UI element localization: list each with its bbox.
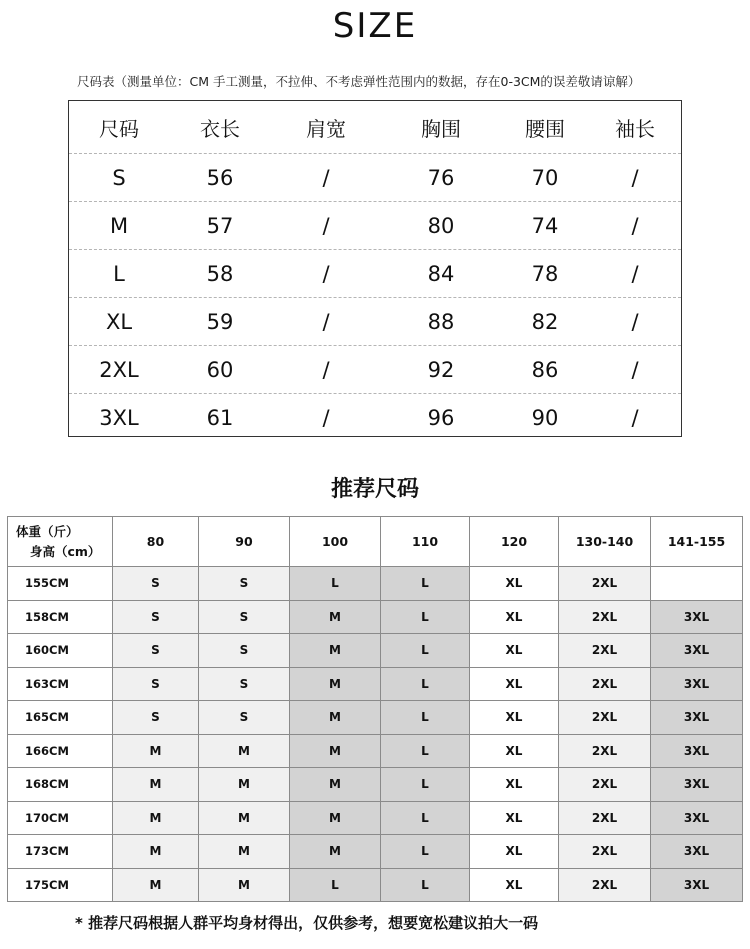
weight-axis-label: 体重（斤）	[16, 523, 79, 539]
size-recommendation-cell: L	[381, 567, 470, 601]
size-recommendation-cell: M	[199, 768, 290, 802]
size-recommendation-cell: XL	[470, 801, 559, 835]
header-cell: 肩宽	[306, 116, 346, 141]
size-recommendation-cell: XL	[470, 634, 559, 668]
size-table-cell: 3XL	[99, 406, 139, 430]
size-recommendation-cell: 2XL	[559, 868, 651, 902]
size-recommendation-cell: XL	[470, 868, 559, 902]
weight-header-cell: 130-140	[559, 517, 651, 567]
recommend-row	[8, 567, 743, 601]
recommend-row	[8, 768, 743, 802]
size-recommendation-cell: XL	[470, 600, 559, 634]
size-recommendation-cell: 2XL	[559, 801, 651, 835]
height-cell: 165CM	[8, 701, 113, 735]
size-table-cell: /	[322, 309, 330, 334]
size-recommendation-cell: 3XL	[651, 768, 743, 802]
size-recommendation-cell: 2XL	[559, 734, 651, 768]
header-cell: 衣长	[200, 116, 240, 141]
size-table-row	[69, 298, 681, 346]
size-recommendation-cell: S	[199, 567, 290, 601]
size-recommendation-cell: L	[381, 768, 470, 802]
size-recommendation-cell: XL	[470, 567, 559, 601]
size-recommendation-cell: L	[381, 667, 470, 701]
header-cell: 胸围	[421, 116, 461, 141]
weight-header-cell: 90	[199, 517, 290, 567]
recommend-row	[8, 667, 743, 701]
measurement-note: 尺码表（测量单位：CM 手工测量，不拉伸、不考虑弹性范围内的数据，存在0-3CM的误差敬请谅解）	[77, 74, 641, 89]
size-recommendation-cell: S	[113, 701, 199, 735]
size-table-cell: 70	[531, 165, 559, 190]
size-table-cell: L	[113, 261, 125, 286]
size-table-cell: 82	[531, 309, 559, 334]
size-recommendation-cell: M	[113, 801, 199, 835]
size-recommendation-cell: S	[199, 667, 290, 701]
size-table-cell: /	[322, 213, 330, 238]
size-table-cell: 96	[427, 406, 455, 430]
size-table-row	[69, 346, 681, 394]
size-recommendation-cell: L	[290, 868, 381, 902]
size-recommendation-cell: 3XL	[651, 801, 743, 835]
height-axis-label: 身高（cm）	[30, 543, 101, 559]
header-cell: 尺码	[99, 116, 139, 141]
size-table	[68, 100, 682, 437]
size-table-cell: 80	[427, 213, 455, 238]
height-cell: 160CM	[8, 634, 113, 668]
size-table-cell: 59	[206, 309, 234, 334]
size-recommendation-cell: M	[290, 600, 381, 634]
size-recommendation-cell: S	[113, 667, 199, 701]
size-table-cell: /	[631, 357, 639, 382]
size-recommendation-cell: 3XL	[651, 634, 743, 668]
size-recommendation-cell: L	[290, 567, 381, 601]
height-cell: 166CM	[8, 734, 113, 768]
page-title: SIZE	[332, 6, 418, 46]
size-table-row	[69, 250, 681, 298]
weight-header-cell: 110	[381, 517, 470, 567]
height-cell: 170CM	[8, 801, 113, 835]
size-table-row	[69, 154, 681, 202]
size-recommendation-cell: M	[290, 634, 381, 668]
size-recommendation-cell: M	[199, 801, 290, 835]
size-table-cell: 58	[206, 261, 234, 286]
size-recommendation-cell: M	[199, 868, 290, 902]
size-table-cell: 86	[531, 357, 559, 382]
header-cell: 袖长	[615, 116, 655, 141]
size-recommendation-cell: M	[290, 835, 381, 869]
size-recommendation-cell: 2XL	[559, 835, 651, 869]
size-recommendation-cell: 2XL	[559, 600, 651, 634]
recommend-row	[8, 634, 743, 668]
size-recommendation-cell: XL	[470, 768, 559, 802]
size-recommendation-cell: 2XL	[559, 768, 651, 802]
weight-header-cell: 100	[290, 517, 381, 567]
size-recommendation-cell: S	[113, 634, 199, 668]
size-table-cell: /	[322, 406, 330, 430]
size-recommendation-cell: L	[381, 801, 470, 835]
size-table-cell: /	[631, 261, 639, 286]
recommend-row	[8, 701, 743, 735]
size-table-cell: 61	[206, 406, 234, 430]
size-recommendation-cell: M	[290, 701, 381, 735]
size-table-cell: /	[322, 261, 330, 286]
size-table-cell: 92	[427, 357, 455, 382]
size-table-cell: /	[631, 309, 639, 334]
size-recommendation-cell: M	[290, 801, 381, 835]
size-recommendation-cell: L	[381, 600, 470, 634]
size-table-cell: 84	[427, 261, 455, 286]
size-recommendation-cell: 2XL	[559, 701, 651, 735]
size-recommendation-cell: XL	[470, 667, 559, 701]
recommend-row	[8, 835, 743, 869]
recommend-header-row	[8, 517, 743, 567]
recommend-title: 推荐尺码	[330, 477, 419, 502]
size-recommendation-cell: XL	[470, 734, 559, 768]
height-cell: 168CM	[8, 768, 113, 802]
size-table-row	[69, 394, 681, 442]
height-cell: 175CM	[8, 868, 113, 902]
footer-note: * 推荐尺码根据人群平均身材得出，仅供参考，想要宽松建议拍大一码	[75, 914, 539, 932]
recommend-row	[8, 600, 743, 634]
size-table-row	[69, 202, 681, 250]
size-recommendation-cell: M	[199, 734, 290, 768]
size-recommendation-cell: M	[113, 768, 199, 802]
height-cell: 158CM	[8, 600, 113, 634]
size-recommendation-cell: 3XL	[651, 701, 743, 735]
size-recommendation-cell: M	[113, 734, 199, 768]
size-recommendation-cell: S	[199, 634, 290, 668]
size-table-cell: /	[631, 406, 639, 430]
size-table-cell: /	[631, 165, 639, 190]
size-table-cell: 2XL	[99, 357, 139, 382]
size-recommendation-cell: XL	[470, 701, 559, 735]
size-recommendation-cell: XL	[470, 835, 559, 869]
size-recommendation-cell: M	[113, 835, 199, 869]
size-table-cell: 88	[427, 309, 455, 334]
size-table-header	[69, 101, 681, 154]
size-recommendation-cell: S	[113, 600, 199, 634]
size-table-cell: 90	[531, 406, 559, 430]
size-recommendation-cell: L	[381, 868, 470, 902]
size-recommendation-cell	[651, 567, 743, 601]
size-recommendation-cell: 3XL	[651, 667, 743, 701]
weight-header-cell: 120	[470, 517, 559, 567]
size-recommendation-cell: L	[381, 835, 470, 869]
size-table-cell: 60	[206, 357, 234, 382]
size-recommendation-cell: 3XL	[651, 835, 743, 869]
size-recommendation-cell: M	[199, 835, 290, 869]
height-cell: 155CM	[8, 567, 113, 601]
recommend-table	[7, 516, 743, 902]
size-table-cell: M	[109, 213, 129, 238]
size-recommendation-cell: 3XL	[651, 734, 743, 768]
size-table-cell: 78	[531, 261, 559, 286]
size-recommendation-cell: M	[113, 868, 199, 902]
size-table-cell: /	[631, 213, 639, 238]
size-table-cell: 76	[427, 165, 455, 190]
size-recommendation-cell: L	[381, 701, 470, 735]
size-table-cell: 57	[206, 213, 234, 238]
size-table-cell: /	[322, 357, 330, 382]
size-table-cell: /	[322, 165, 330, 190]
weight-header-cell: 141-155	[651, 517, 743, 567]
recommend-row	[8, 734, 743, 768]
size-recommendation-cell: S	[199, 600, 290, 634]
size-recommendation-cell: S	[199, 701, 290, 735]
size-recommendation-cell: M	[290, 667, 381, 701]
size-recommendation-cell: 3XL	[651, 868, 743, 902]
size-table-cell: XL	[105, 309, 133, 334]
size-recommendation-cell: L	[381, 634, 470, 668]
size-recommendation-cell: 2XL	[559, 667, 651, 701]
size-recommendation-cell: S	[113, 567, 199, 601]
size-table-cell: 56	[206, 165, 234, 190]
height-cell: 163CM	[8, 667, 113, 701]
size-recommendation-cell: 2XL	[559, 634, 651, 668]
size-recommendation-cell: M	[290, 768, 381, 802]
size-recommendation-cell: 2XL	[559, 567, 651, 601]
size-recommendation-cell: 3XL	[651, 600, 743, 634]
recommend-row	[8, 868, 743, 902]
size-recommendation-cell: L	[381, 734, 470, 768]
size-table-cell: S	[112, 165, 126, 190]
weight-header-cell: 80	[113, 517, 199, 567]
header-cell: 腰围	[525, 116, 565, 141]
size-recommendation-cell: M	[290, 734, 381, 768]
size-table-cell: 74	[531, 213, 559, 238]
corner-cell	[8, 517, 113, 567]
recommend-row	[8, 801, 743, 835]
height-cell: 173CM	[8, 835, 113, 869]
